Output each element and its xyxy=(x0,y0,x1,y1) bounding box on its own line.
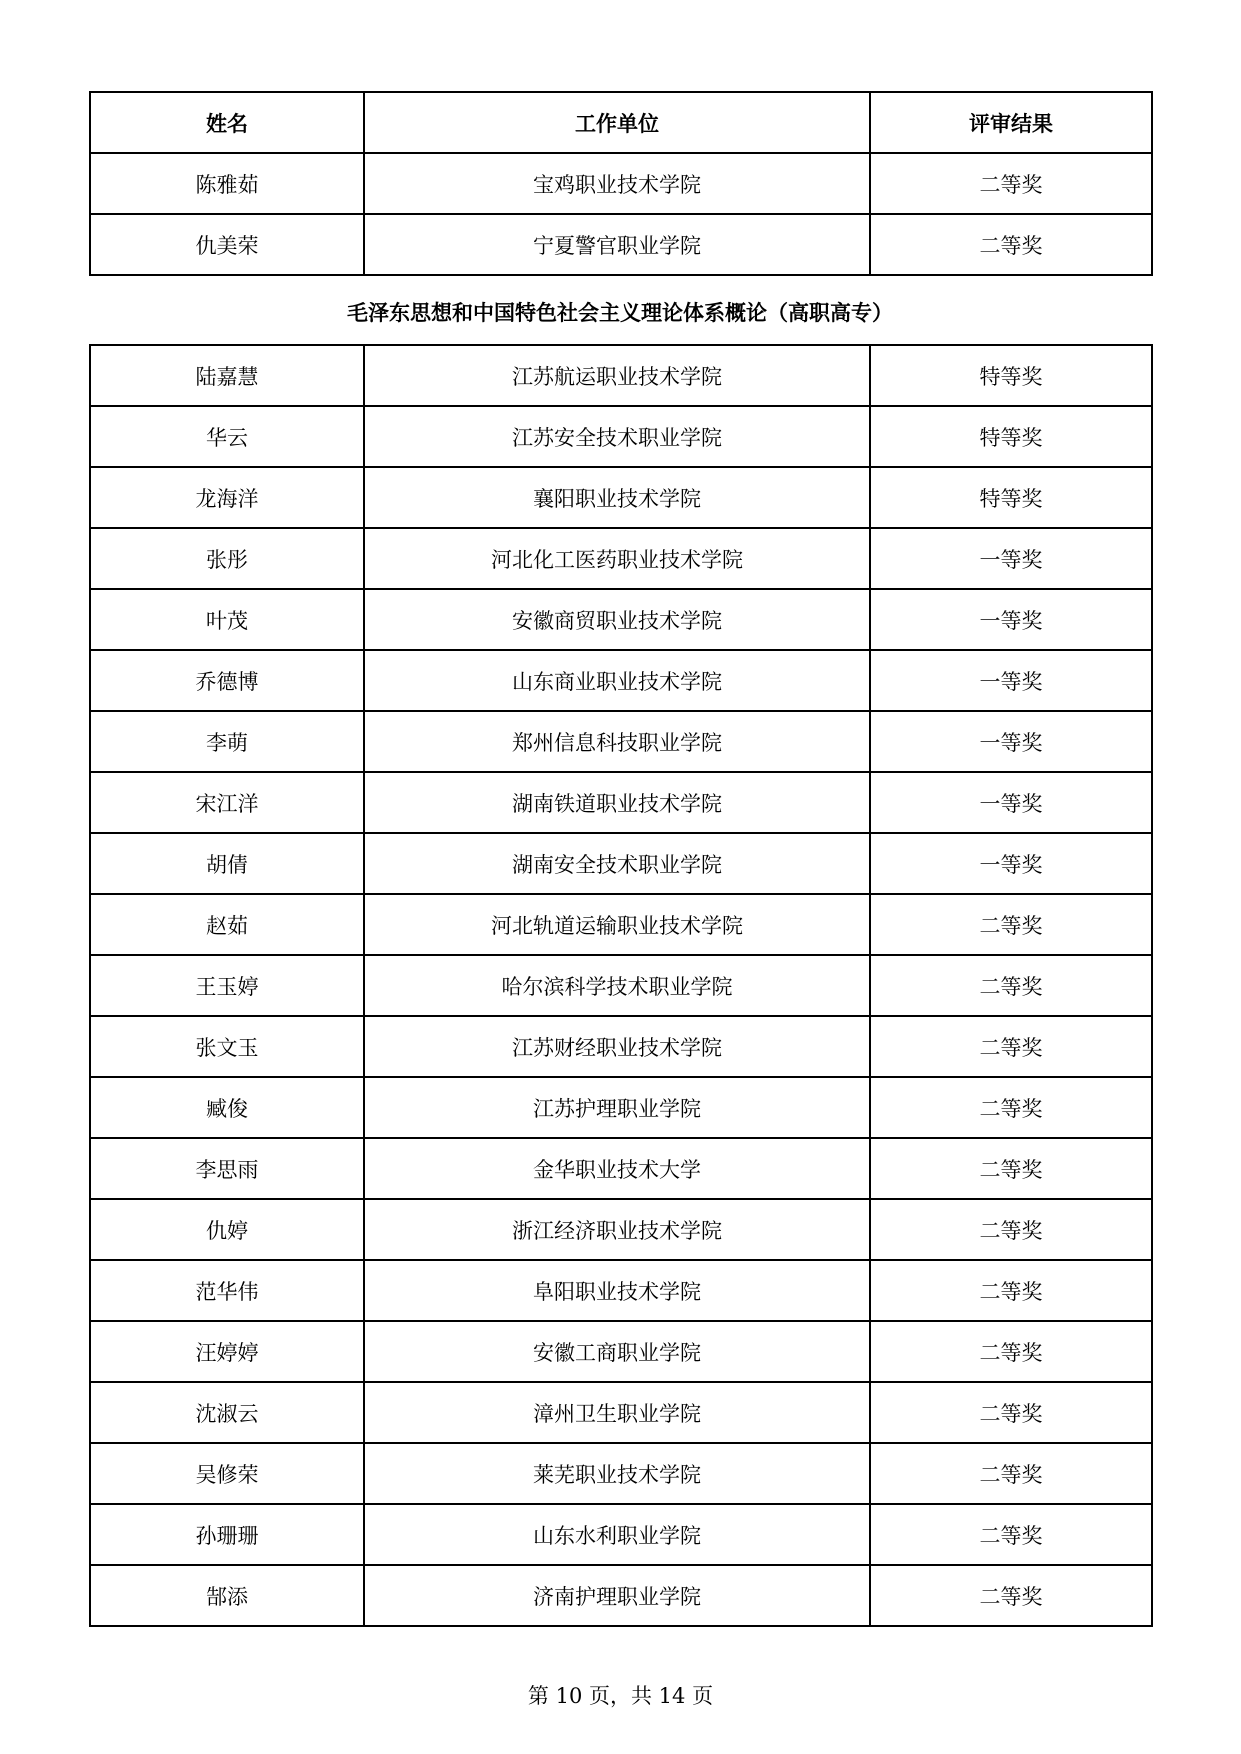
name-cell: 张文玉 xyxy=(90,1016,364,1077)
unit-cell: 江苏航运职业技术学院 xyxy=(364,345,870,406)
name-cell: 胡倩 xyxy=(90,833,364,894)
name-cell: 汪婷婷 xyxy=(90,1321,364,1382)
table-row xyxy=(90,153,1152,214)
name-cell: 李萌 xyxy=(90,711,364,772)
name-cell: 华云 xyxy=(90,406,364,467)
result-cell: 二等奖 xyxy=(870,1260,1152,1321)
name-cell: 仇美荣 xyxy=(90,214,364,275)
result-cell: 二等奖 xyxy=(870,1321,1152,1382)
table-row xyxy=(90,955,1152,1016)
table-row xyxy=(90,589,1152,650)
name-cell: 郜添 xyxy=(90,1565,364,1626)
table-row xyxy=(90,1382,1152,1443)
result-cell: 一等奖 xyxy=(870,589,1152,650)
result-cell: 二等奖 xyxy=(870,1138,1152,1199)
awards-table-section xyxy=(89,344,1153,1627)
table-row xyxy=(90,214,1152,275)
table-row xyxy=(90,345,1152,406)
unit-cell: 金华职业技术大学 xyxy=(364,1138,870,1199)
result-cell: 一等奖 xyxy=(870,833,1152,894)
header-name: 姓名 xyxy=(90,92,364,153)
unit-cell: 安徽工商职业学院 xyxy=(364,1321,870,1382)
result-cell: 二等奖 xyxy=(870,214,1152,275)
name-cell: 乔德博 xyxy=(90,650,364,711)
table-row xyxy=(90,894,1152,955)
unit-cell: 哈尔滨科学技术职业学院 xyxy=(364,955,870,1016)
name-cell: 臧俊 xyxy=(90,1077,364,1138)
table-row xyxy=(90,833,1152,894)
result-cell: 一等奖 xyxy=(870,711,1152,772)
name-cell: 张彤 xyxy=(90,528,364,589)
unit-cell: 河北化工医药职业技术学院 xyxy=(364,528,870,589)
awards-table-top xyxy=(89,91,1153,276)
unit-cell: 山东水利职业学院 xyxy=(364,1504,870,1565)
result-cell: 二等奖 xyxy=(870,955,1152,1016)
result-cell: 二等奖 xyxy=(870,894,1152,955)
table-row xyxy=(90,1077,1152,1138)
header-result: 评审结果 xyxy=(870,92,1152,153)
table-row xyxy=(90,1321,1152,1382)
name-cell: 叶茂 xyxy=(90,589,364,650)
table-row xyxy=(90,1443,1152,1504)
result-cell: 特等奖 xyxy=(870,406,1152,467)
name-cell: 龙海洋 xyxy=(90,467,364,528)
result-cell: 一等奖 xyxy=(870,650,1152,711)
header-unit: 工作单位 xyxy=(364,92,870,153)
table-row xyxy=(90,711,1152,772)
result-cell: 一等奖 xyxy=(870,528,1152,589)
result-cell: 二等奖 xyxy=(870,153,1152,214)
result-cell: 二等奖 xyxy=(870,1504,1152,1565)
name-cell: 陈雅茹 xyxy=(90,153,364,214)
page-footer: 第 10 页，共 14 页 xyxy=(527,1684,714,1708)
unit-cell: 宁夏警官职业学院 xyxy=(364,214,870,275)
name-cell: 李思雨 xyxy=(90,1138,364,1199)
result-cell: 二等奖 xyxy=(870,1016,1152,1077)
name-cell: 沈淑云 xyxy=(90,1382,364,1443)
unit-cell: 安徽商贸职业技术学院 xyxy=(364,589,870,650)
name-cell: 吴修荣 xyxy=(90,1443,364,1504)
unit-cell: 河北轨道运输职业技术学院 xyxy=(364,894,870,955)
table-row xyxy=(90,1504,1152,1565)
result-cell: 特等奖 xyxy=(870,345,1152,406)
result-cell: 二等奖 xyxy=(870,1382,1152,1443)
result-cell: 二等奖 xyxy=(870,1443,1152,1504)
unit-cell: 浙江经济职业技术学院 xyxy=(364,1199,870,1260)
table-row xyxy=(90,1138,1152,1199)
table-row xyxy=(90,528,1152,589)
table-header-row xyxy=(90,92,1152,153)
unit-cell: 湖南铁道职业技术学院 xyxy=(364,772,870,833)
result-cell: 一等奖 xyxy=(870,772,1152,833)
unit-cell: 阜阳职业技术学院 xyxy=(364,1260,870,1321)
unit-cell: 漳州卫生职业学院 xyxy=(364,1382,870,1443)
unit-cell: 山东商业职业技术学院 xyxy=(364,650,870,711)
unit-cell: 江苏安全技术职业学院 xyxy=(364,406,870,467)
unit-cell: 莱芜职业技术学院 xyxy=(364,1443,870,1504)
name-cell: 宋江洋 xyxy=(90,772,364,833)
section-title: 毛泽东思想和中国特色社会主义理论体系概论（高职高专） xyxy=(347,301,893,325)
result-cell: 二等奖 xyxy=(870,1565,1152,1626)
unit-cell: 江苏护理职业学院 xyxy=(364,1077,870,1138)
table-row xyxy=(90,1016,1152,1077)
table-row xyxy=(90,1260,1152,1321)
name-cell: 陆嘉慧 xyxy=(90,345,364,406)
result-cell: 特等奖 xyxy=(870,467,1152,528)
table-row xyxy=(90,772,1152,833)
unit-cell: 济南护理职业学院 xyxy=(364,1565,870,1626)
name-cell: 仇婷 xyxy=(90,1199,364,1260)
table-row xyxy=(90,406,1152,467)
unit-cell: 襄阳职业技术学院 xyxy=(364,467,870,528)
unit-cell: 郑州信息科技职业学院 xyxy=(364,711,870,772)
unit-cell: 宝鸡职业技术学院 xyxy=(364,153,870,214)
unit-cell: 江苏财经职业技术学院 xyxy=(364,1016,870,1077)
name-cell: 王玉婷 xyxy=(90,955,364,1016)
unit-cell: 湖南安全技术职业学院 xyxy=(364,833,870,894)
result-cell: 二等奖 xyxy=(870,1077,1152,1138)
table-row xyxy=(90,1199,1152,1260)
name-cell: 孙珊珊 xyxy=(90,1504,364,1565)
name-cell: 范华伟 xyxy=(90,1260,364,1321)
name-cell: 赵茹 xyxy=(90,894,364,955)
result-cell: 二等奖 xyxy=(870,1199,1152,1260)
table-row xyxy=(90,650,1152,711)
table-row xyxy=(90,1565,1152,1626)
table-row xyxy=(90,467,1152,528)
